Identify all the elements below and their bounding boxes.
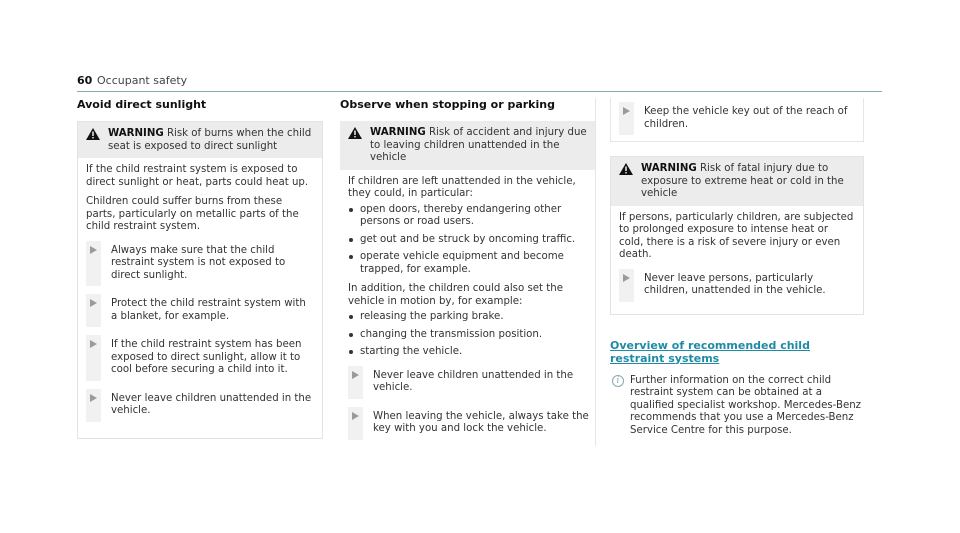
step-text: Never leave children unattended in the vehicle. — [373, 369, 574, 393]
paragraph: If the child restraint system is exposed to direct sunlight or heat, parts could heat up. — [86, 164, 309, 188]
step-arrow-icon — [90, 299, 97, 307]
warning-label: WARNING — [641, 163, 697, 174]
warning-label: WARNING — [370, 127, 426, 138]
step — [348, 407, 595, 440]
warning-box — [610, 156, 864, 315]
paragraph: If children are left unattended in the vehicle, they could, in particular: — [348, 175, 576, 199]
warning-triangle-icon — [348, 127, 362, 139]
list-item: operate vehicle equipment and become trapped, for example. — [348, 251, 595, 276]
warning-box — [77, 121, 323, 439]
bullet-list — [348, 311, 595, 359]
step-text: Never leave persons, particularly children, unattended in the vehicle. — [644, 272, 826, 296]
warning-body — [611, 206, 863, 314]
step — [619, 102, 855, 135]
bullet-list — [348, 204, 595, 277]
list-item: releasing the parking brake. — [348, 311, 595, 324]
step — [86, 241, 314, 287]
section-heading: Avoid direct sunlight — [77, 98, 207, 111]
step-arrow-icon — [352, 371, 359, 379]
column-avoid-sunlight — [77, 98, 323, 439]
step-arrow-icon — [623, 107, 630, 115]
continued-box — [610, 98, 864, 142]
section-heading: Observe when stopping or parking — [340, 98, 555, 111]
list-item: open doors, thereby endangering other persons or road users. — [348, 204, 595, 229]
warning-text: Risk of accident and injury due to leaving children unattended in the vehicle — [370, 127, 587, 163]
column-stopping-parking — [340, 98, 595, 456]
list-item: starting the vehicle. — [348, 346, 595, 359]
info-text: Further information on the correct child restraint system can be obtained at a qualified specialist workshop. Mercedes-Benz recommends that you use a Mercedes-Benz Service Centre for this purpose. — [630, 374, 862, 436]
warning-header — [340, 121, 595, 170]
step-arrow-icon — [90, 246, 97, 254]
warning-header — [611, 157, 863, 206]
info-note — [610, 375, 864, 438]
step-text: Keep the vehicle key out of the reach of children. — [644, 106, 848, 130]
step-arrow-icon — [90, 340, 97, 348]
paragraph: In addition, the children could also set the vehicle in motion by, for example: — [348, 283, 563, 307]
paragraph: Children could suffer burns from these parts, particularly on metallic parts of the child restraint system. — [86, 196, 299, 232]
step — [348, 366, 595, 399]
step-arrow-icon — [352, 412, 359, 420]
warning-body — [340, 170, 595, 456]
warning-text: Risk of fatal injury due to exposure to extreme heat or cold in the vehicle — [641, 163, 844, 199]
info-icon: i — [612, 375, 624, 387]
list-item: get out and be struck by oncoming traffic. — [348, 234, 595, 247]
list-item: changing the transmission position. — [348, 329, 595, 342]
column-divider — [595, 98, 596, 446]
step-text: Protect the child restraint system with a blanket, for example. — [111, 298, 306, 322]
step-arrow-icon — [90, 394, 97, 402]
step — [619, 269, 855, 302]
step — [86, 389, 314, 422]
step — [86, 335, 314, 381]
warning-triangle-icon — [86, 128, 100, 140]
warning-label: WARNING — [108, 128, 164, 139]
step-text: Never leave children unattended in the vehicle. — [111, 392, 312, 416]
step-text: When leaving the vehicle, always take the key with you and lock the vehicle. — [373, 410, 589, 434]
warning-header — [78, 122, 322, 158]
page-header — [77, 72, 882, 92]
step-text: Always make sure that the child restraint system is not exposed to direct sunlight. — [111, 244, 286, 281]
page-number: 60 — [77, 74, 93, 87]
paragraph: If persons, particularly children, are subjected to prolonged exposure to intense heat or cold, there is a risk of severe injury or even death. — [619, 211, 854, 260]
warning-text: Risk of burns when the child seat is exposed to direct sunlight — [108, 128, 312, 152]
step — [86, 294, 314, 327]
chapter-title: Occupant safety — [97, 74, 188, 87]
column-heat-cold — [610, 98, 864, 437]
step-arrow-icon — [623, 274, 630, 282]
step-text: If the child restraint system has been exposed to direct sunlight, allow it to cool before securing a child into it. — [111, 339, 302, 375]
overview-link[interactable]: Overview of recommended child restraint systems — [610, 338, 810, 365]
warning-body — [78, 158, 322, 438]
warning-triangle-icon — [619, 163, 633, 175]
warning-box — [340, 121, 595, 456]
